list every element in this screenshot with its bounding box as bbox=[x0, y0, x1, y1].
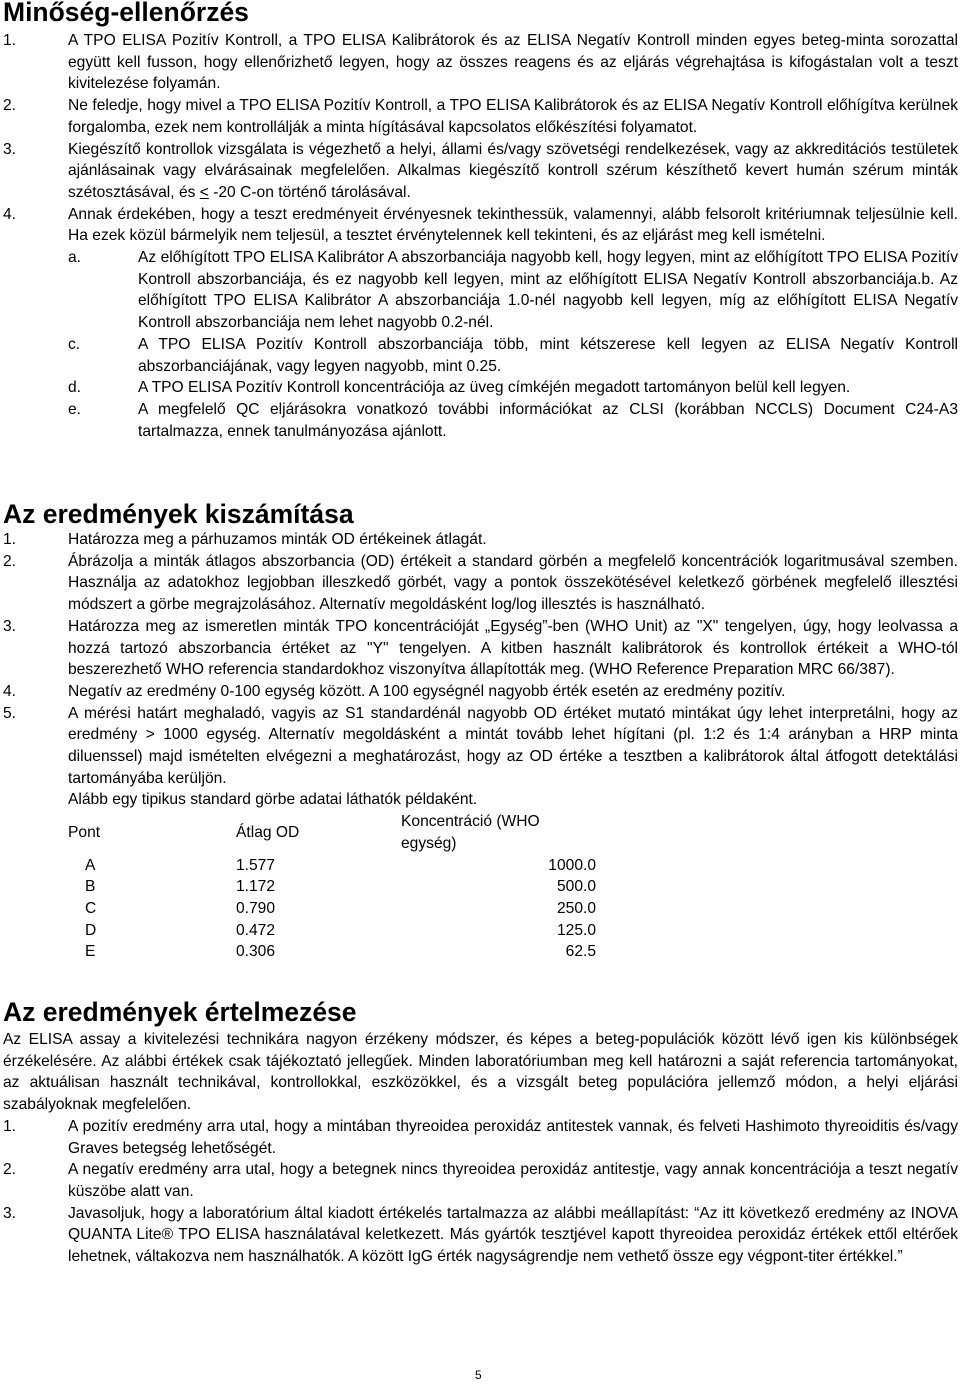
list-item bbox=[3, 1203, 958, 1268]
sub-list-item bbox=[3, 334, 958, 377]
list-item bbox=[3, 95, 958, 138]
sub-item-text: A megfelelő QC eljárásokra vonatkozó további információkat az CLSI (korábban NCCLS) Document C24-A3 tartalmazza, ennek tanulmányozása ajánlott. bbox=[138, 400, 958, 440]
table-cell: D bbox=[85, 921, 97, 939]
table-cell: 62.5 bbox=[565, 943, 596, 961]
sub-list-item bbox=[3, 399, 958, 442]
list-item bbox=[3, 681, 958, 703]
table-row bbox=[68, 941, 596, 963]
list-item-number: 1. bbox=[3, 1117, 17, 1135]
sub-item-letter: c. bbox=[68, 335, 81, 353]
standard-curve-table bbox=[68, 811, 596, 963]
list-item-text: A TPO ELISA Pozitív Kontroll, a TPO ELISA Kalibrátorok és az ELISA Negatív Kontroll minden egyes beteg-minta sorozattal együtt kell fusson, hogy ellenőrizhető legyen, hogy az összes reagens és az eljárás végrehajtása is kifogástalan volt a teszt kivitelezése folyamán. bbox=[68, 32, 958, 93]
sub-item-text: A TPO ELISA Pozitív Kontroll abszorbanciája több, mint kétszerese kell legyen az ELISA Negatív Kontroll abszorbanciájának, vagy legyen nagyobb, mint 0.25. bbox=[138, 335, 958, 375]
table-cell: B bbox=[85, 878, 96, 896]
interpretation-intro: Az ELISA assay a kivitelezési technikára nagyon érzékeny módszer, és képes a beteg-populációk között lévő igen kis különbségek érzékelésére. Az alábbi értékek csak tájékoztató jellegűek. Minden laboratóriumban meg kell határozni a saját referencia tartományokat, az aktuálisan használt technikával, kontrollokkal, eszközökkel, és a vizsgált beteg populációra jellemző módon, a helyi eljárási szabályoknak megfelelően. bbox=[3, 1031, 958, 1114]
table-row bbox=[68, 876, 596, 898]
sub-item-text: A TPO ELISA Pozitív Kontroll koncentrációja az üveg címkéjén megadott tartományon belül kell legyen. bbox=[138, 379, 851, 397]
list-item-number: 4. bbox=[3, 682, 17, 700]
list-item bbox=[3, 139, 958, 204]
list-item-text: Javasoljuk, hogy a laboratórium által kiadott értékelés tartalmazza az alábbi meállapítást: “Az itt következő eredmény az INOVA QUANTA Lite® TPO ELISA használatával keletkezett. Más gyártók tesztjével kapott thyreoidea peroxidáz értékek ettől eltérőek lehetnek, váltakozva nem használhatók. A között IgG érték nagyságrendje nem vethető össze egy végpont-titer értékkel.” bbox=[68, 1204, 958, 1266]
table-cell: E bbox=[85, 943, 96, 961]
table-cell: 0.472 bbox=[236, 921, 276, 939]
sub-item-letter: d. bbox=[68, 379, 82, 397]
table-cell: C bbox=[85, 899, 97, 917]
less-equal-symbol: < bbox=[199, 183, 209, 201]
sub-list-item bbox=[3, 377, 958, 399]
sub-item-text: Az előhígított TPO ELISA Kalibrátor A abszorbanciája nagyobb kell, hogy legyen, mint az előhígított TPO ELISA Pozitív Kontroll abszorbanciája, és ez nagyobb kell legyen, mint az előhígított ELISA Negatív Kontroll abszorbanciája.b. Az előhígított TPO ELISA Kalibrátor A abszorbanciája 1.0-nél nagyobb kell legyen, míg az előhígított ELISA Negatív Kontroll abszorbanciája nem lehet nagyobb 0.2-nél. bbox=[138, 249, 958, 332]
sub-item-letter: e. bbox=[68, 400, 82, 418]
quality-control-list bbox=[3, 30, 958, 442]
table-cell: 0.306 bbox=[236, 943, 276, 961]
table-header: Pont bbox=[68, 823, 101, 841]
list-item bbox=[3, 551, 958, 616]
list-item-number: 2. bbox=[3, 97, 17, 115]
example-intro: Alább egy tipikus standard görbe adatai láthatók példaként. bbox=[68, 791, 478, 809]
table-row bbox=[68, 920, 596, 942]
list-item bbox=[3, 1159, 958, 1202]
list-item-text: Határozza meg az ismeretlen minták TPO koncentrációját „Egység”-ben (WHO Unit) az "X" tengelyen, úgy, hogy leolvassa a hozzá tartozó abszorbancia értéket az "Y" tengelyen. A kitben használt kalibrátorok és kontrollok értékeit a WHO-tól beszerezhető WHO referencia standardokhoz viszonyítva állapították meg. (WHO Reference Preparation MRC 66/387). bbox=[68, 617, 958, 679]
table-cell: 1.577 bbox=[236, 856, 276, 874]
table-header-row bbox=[68, 811, 596, 854]
section-title-interpretation: Az eredmények értelmezése bbox=[3, 997, 357, 1027]
table-cell: 1.172 bbox=[236, 878, 276, 896]
list-item-text: Annak érdekében, hogy a teszt eredményeit érvényesnek tekinthessük, valamennyi, alább felsorolt kritériumnak teljesülnie kell. Ha ezek közül bármelyik nem teljesül, a tesztet érvénytelennek kell tekinteni, és az eljárást meg kell ismételni. bbox=[68, 205, 958, 245]
table-row bbox=[68, 898, 596, 920]
list-item-number: 3. bbox=[3, 140, 17, 158]
table-cell: 1000.0 bbox=[548, 856, 596, 874]
list-item-text: Ábrázolja a minták átlagos abszorbancia (OD) értékeit a standard görbén a megfelelő koncentrációk logaritmusával szemben. Használja az adatokhoz legjobban illeszkedő görbét, vagy a pontok összekötésével keletkező görbének megfelelő illesztési módszert a görbe megrajzolásához. Alternatív megoldásként log/log illesztés is használható. bbox=[68, 552, 958, 614]
section-title-quality-control: Minőség-ellenőrzés bbox=[3, 0, 249, 27]
table-cell: 0.790 bbox=[236, 899, 276, 917]
list-item-text: A mérési határt meghaladó, vagyis az S1 standardénál nagyobb OD értéket mutató mintákat úgy lehet interpretálni, hogy az eredmény > 1000 egység. Alternatív megoldásként a mintát tovább lehet hígítani (pl. 1:2 és 1:4 arányban a HRP minta diluenssel) majd ismételten elvégezni a meghatározást, hogy az OD értéke a tesztben a kalibrátorok által átfogott detektálási tartományába kerüljön. bbox=[68, 704, 958, 787]
list-item-number: 4. bbox=[3, 205, 17, 223]
interpretation-section bbox=[3, 1029, 958, 1268]
table-header: Átlag OD bbox=[236, 823, 300, 841]
sub-list-item bbox=[3, 247, 958, 334]
table-cell: 125.0 bbox=[556, 921, 596, 939]
list-item bbox=[3, 1116, 958, 1159]
list-item-number: 2. bbox=[3, 1161, 17, 1179]
table-cell: 500.0 bbox=[556, 878, 596, 896]
page-number: 5 bbox=[475, 1368, 482, 1382]
list-item-text: Negatív az eredmény 0-100 egység között. A 100 egységnél nagyobb érték esetén az eredmény pozitív. bbox=[68, 682, 786, 700]
list-item bbox=[3, 204, 958, 247]
list-item-text: Határozza meg a párhuzamos minták OD értékeinek átlagát. bbox=[68, 531, 487, 548]
calculation-list bbox=[3, 529, 958, 963]
list-item-number: 2. bbox=[3, 552, 17, 570]
list-item-number: 5. bbox=[3, 704, 17, 722]
list-item-text: A pozitív eredmény arra utal, hogy a mintában thyreoidea peroxidáz antitestek vannak, és felveti Hashimoto thyreoiditis és/vagy Graves betegség lehetőségét. bbox=[68, 1117, 958, 1157]
list-item-text: Ne feledje, hogy mivel a TPO ELISA Pozitív Kontroll, a TPO ELISA Kalibrátorok és az ELISA Negatív Kontroll előhígítva kerülnek forgalomba, ezek nem kontrollálják a minta hígításával kapcsolatos előkészítési folyamatot. bbox=[68, 97, 958, 136]
list-item-number: 1. bbox=[3, 32, 17, 49]
list-item-text bbox=[68, 139, 958, 204]
table-cell: 250.0 bbox=[556, 899, 596, 917]
list-item-number: 3. bbox=[3, 617, 17, 635]
text-fragment: -20 C-on történő tárolásával. bbox=[208, 183, 411, 201]
section-title-calculation: Az eredmények kiszámítása bbox=[3, 499, 354, 529]
list-item bbox=[3, 30, 958, 95]
text-fragment: Kiegészítő kontrollok vizsgálata is végezhető a helyi, állami és/vagy szövetségi rendelkezések, vagy az akkreditációs testületek ajánlásainak vagy elvárásainak megfelelően. Alkalmas kiegészítő kontroll szérum készíthető kevert humán szérum minták szétosztásával, és bbox=[68, 140, 958, 201]
table-header: Koncentráció (WHO egység) bbox=[401, 813, 540, 852]
table-row bbox=[68, 855, 596, 877]
list-item bbox=[3, 529, 958, 551]
list-item-number: 1. bbox=[3, 531, 17, 548]
sub-item-letter: a. bbox=[68, 249, 82, 267]
list-item bbox=[3, 703, 958, 790]
list-item-text: A negatív eredmény arra utal, hogy a betegnek nincs thyreoidea peroxidáz antitestje, vagy annak koncentrációja a teszt negatív küszöbe alatt van. bbox=[68, 1161, 958, 1200]
list-item-number: 3. bbox=[3, 1204, 17, 1222]
list-item bbox=[3, 616, 958, 681]
table-cell: A bbox=[85, 856, 96, 874]
